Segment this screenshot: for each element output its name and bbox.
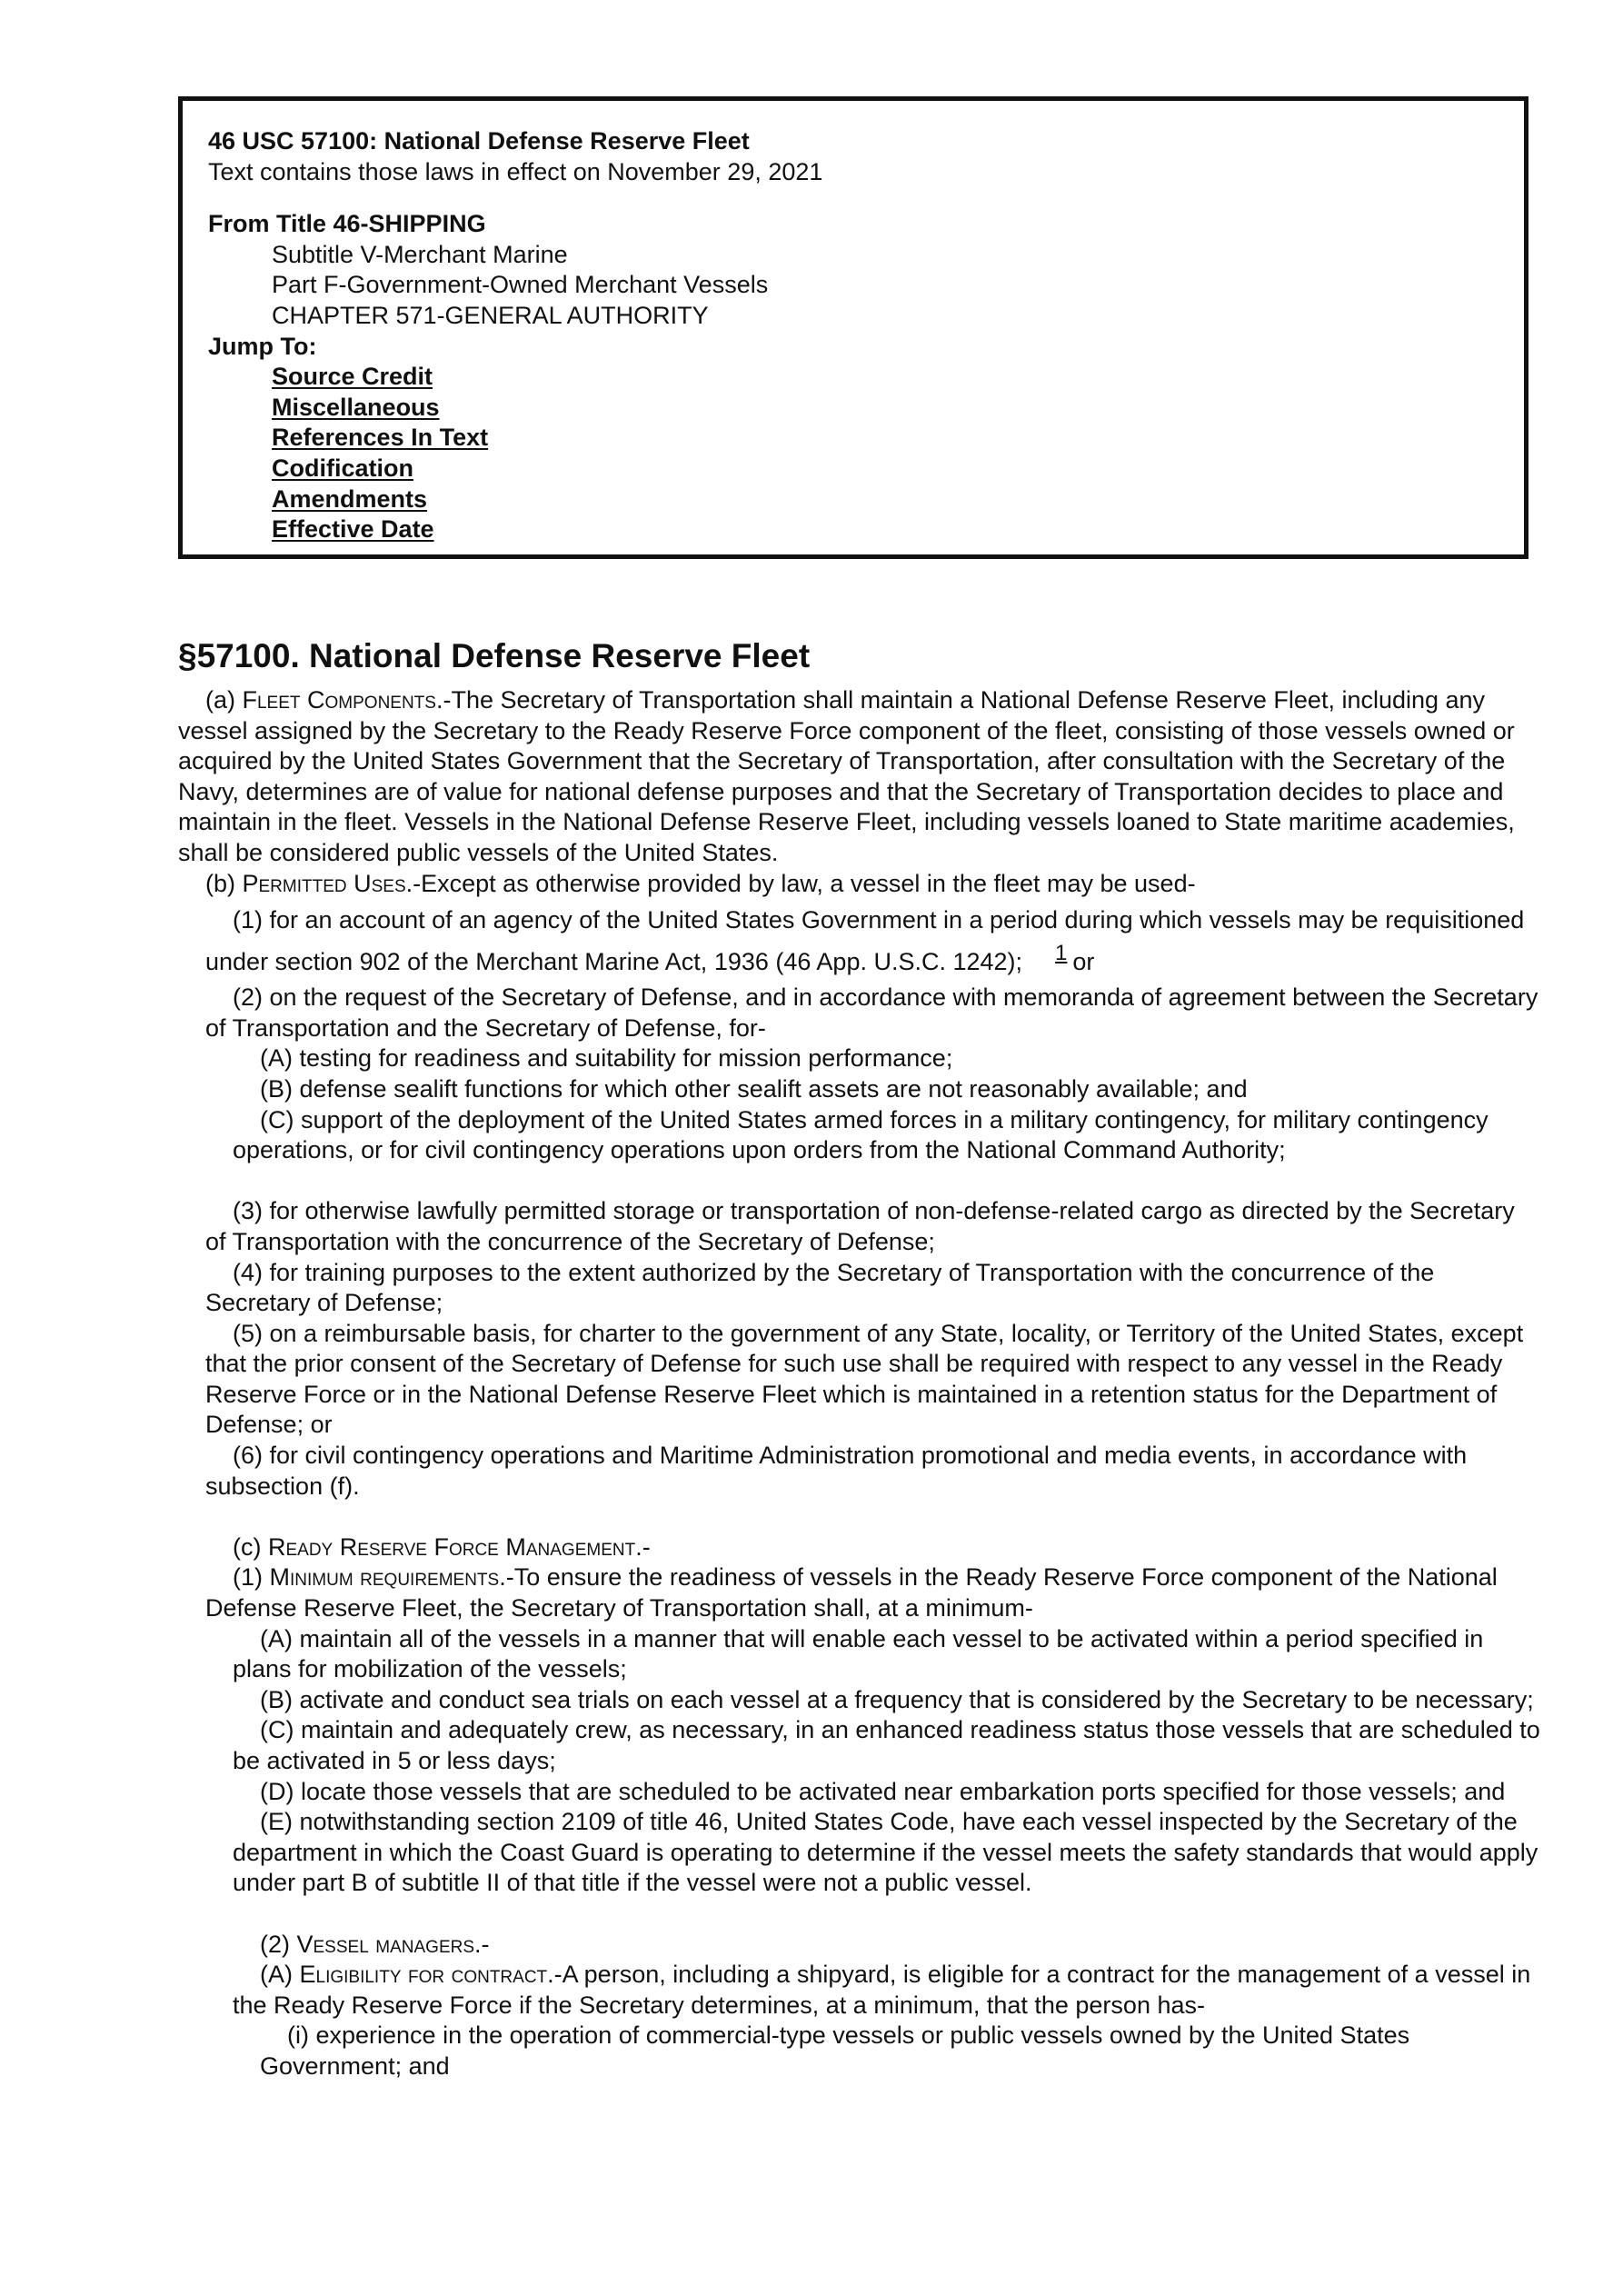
subparagraph-c1e: (E) notwithstanding section 2109 of title 46, United States Code, have each vessel inspected by the Secretary of the department in which the Coast Guard is operating to determine if the vessel meets the safety standards that would apply under part B of subtitle II of that title if the vessel were not a public vessel.	[233, 1808, 1538, 1897]
subsection-a-heading: Fleet Components	[242, 686, 436, 714]
subsection-c	[178, 1532, 1541, 1563]
jump-link-item	[208, 454, 1499, 484]
subsection-b	[178, 869, 1541, 900]
subsection-c-heading: Ready Reserve Force Management	[267, 1532, 636, 1561]
subparagraph-c1d: (D) locate those vessels that are scheduled to be activated near embarkation ports specified for those vessels; and	[260, 1777, 1506, 1805]
subsection-b-text: .-Except as otherwise provided by law, a vessel in the fleet may be used-	[405, 869, 1196, 897]
paragraph-c1	[178, 1562, 1541, 1623]
jump-link-effective-date[interactable]: Effective Date	[272, 515, 434, 544]
section-body	[178, 636, 1541, 2082]
spacer	[178, 1899, 1541, 1930]
jump-link-item	[208, 362, 1499, 393]
jump-link-miscellaneous[interactable]: Miscellaneous	[272, 393, 440, 421]
subsection-a-text: .-The Secretary of Transportation shall maintain a National Defense Reserve Fleet, including any vessel assigned by the Secretary to the Ready Reserve Force component of the fleet, consisting of those vessels owned or acquired by the United States Government that the Secretary of Transportation, after consultation with the Secretary of the Navy, determines are of value for national defense purposes and that the Secretary of Transportation decides to place and maintain in the fleet. Vessels in the National Defense Reserve Fleet, including vessels loaned to State maritime academies, shall be considered public vessels of the United States.	[178, 686, 1515, 866]
subparagraph-c2a-prefix: (A)	[260, 1961, 300, 1989]
paragraph-c1-prefix: (1)	[233, 1563, 270, 1592]
paragraph-c2-heading: Vessel managers	[296, 1930, 475, 1958]
subparagraph-b2c: (C) support of the deployment of the United States armed forces in a military contingency, for military contingency operations, or for civil contingency operations upon orders from the National Command Authority;	[233, 1105, 1489, 1164]
subsection-c-prefix: (c)	[233, 1532, 268, 1561]
subsection-c-tail: .-	[635, 1532, 651, 1561]
document-title: 46 USC 57100: National Defense Reserve Fleet	[208, 127, 750, 155]
section-heading: §57100. National Defense Reserve Fleet	[178, 637, 811, 674]
subparagraph-c1a: (A) maintain all of the vessels in a manner that will enable each vessel to be activated within a period specified in plans for mobilization of the vessels;	[233, 1624, 1484, 1683]
effective-date-note: Text contains those laws in effect on November 29, 2021	[208, 157, 823, 185]
hierarchy-chapter: CHAPTER 571-GENERAL AUTHORITY	[272, 301, 709, 329]
spacer	[178, 1166, 1541, 1197]
jump-link-amendments[interactable]: Amendments	[272, 484, 428, 513]
subparagraph-c2a-heading: Eligibility for contract	[299, 1961, 548, 1989]
paragraph-c1-heading: Minimum requirements	[269, 1563, 500, 1592]
hierarchy-subtitle: Subtitle V-Merchant Marine	[272, 240, 568, 268]
jump-link-source-credit[interactable]: Source Credit	[272, 363, 433, 391]
subparagraph-b2a: (A) testing for readiness and suitability for mission performance;	[260, 1044, 953, 1073]
jump-link-item	[208, 514, 1499, 545]
paragraph-b1-text: (1) for an account of an agency of the United States Government in a period during which vessels may be requisitioned under section 902 of the Merchant Marine Act, 1936 (46 App. U.S.C. 1242);	[205, 906, 1525, 976]
subparagraph-c2a-text: .-A person, including a shipyard, is eligible for a contract for the management of a vessel in the Ready Reserve Force if the Secretary determines, at a minimum, that the person has-	[233, 1961, 1531, 2019]
paragraph-b1	[178, 899, 1541, 983]
subsection-a-prefix: (a)	[205, 686, 243, 714]
subparagraph-c1c: (C) maintain and adequately crew, as necessary, in an enhanced readiness status those vessels that are scheduled to be activated in 5 or less days;	[233, 1716, 1540, 1774]
hierarchy-part: Part F-Government-Owned Merchant Vessels	[272, 271, 769, 299]
paragraph-b2: (2) on the request of the Secretary of Defense, and in accordance with memoranda of agreement between the Secretary of Transportation and the Secretary of Defense, for-	[205, 983, 1538, 1042]
subparagraph-c2a	[178, 1960, 1541, 2021]
jump-link-codification[interactable]: Codification	[272, 454, 413, 482]
paragraph-b6: (6) for civil contingency operations and Maritime Administration promotional and media events, in accordance with subsection (f).	[205, 1442, 1468, 1500]
subsection-a	[178, 685, 1541, 869]
paragraph-c1-text: .-To ensure the readiness of vessels in the Ready Reserve Force component of the National Defense Reserve Fleet, the Secretary of Transportation shall, at a minimum-	[205, 1563, 1498, 1622]
spacer	[178, 1502, 1541, 1532]
document-header-box	[178, 96, 1528, 559]
subsection-b-prefix: (b)	[205, 869, 243, 897]
paragraph-b5: (5) on a reimbursable basis, for charter to the government of any State, locality, or Territory of the United States, except that the prior consent of the Secretary of Defense for such use shall be required with respect to any vessel in the Ready Reserve Force or in the National Defense Reserve Fleet which is maintained in a retention status for the Department of Defense; or	[205, 1319, 1524, 1439]
subparagraph-c1b: (B) activate and conduct sea trials on each vessel at a frequency that is considered by the Secretary to be necessary;	[260, 1685, 1534, 1713]
jump-to-label: Jump To:	[208, 332, 317, 360]
jump-link-references-in-text[interactable]: References In Text	[272, 424, 489, 452]
jump-link-item	[208, 484, 1499, 515]
paragraph-b3: (3) for otherwise lawfully permitted storage or transportation of non-defense-related cargo as directed by the Secretary of Transportation with the concurrence of the Secretary of Defense;	[205, 1197, 1515, 1255]
subsection-b-heading: Permitted Uses	[242, 869, 406, 897]
paragraph-c2-prefix: (2)	[260, 1930, 297, 1958]
footnote-link[interactable]: 1	[1055, 941, 1068, 966]
paragraph-c2-tail: .-	[474, 1930, 490, 1958]
subparagraph-b2b: (B) defense sealift functions for which other sealift assets are not reasonably available; and	[260, 1074, 1248, 1103]
clause-c2ai: (i) experience in the operation of commercial-type vessels or public vessels owned by the United States Government; and	[260, 2021, 1410, 2080]
paragraph-c2	[178, 1930, 1541, 1961]
source-title: From Title 46-SHIPPING	[208, 210, 486, 238]
jump-link-item	[208, 423, 1499, 454]
paragraph-b4: (4) for training purposes to the extent authorized by the Secretary of Transportation with the concurrence of the Secretary of Defense;	[205, 1258, 1435, 1317]
jump-link-item	[208, 393, 1499, 424]
paragraph-b1-tail: or	[1072, 948, 1095, 976]
